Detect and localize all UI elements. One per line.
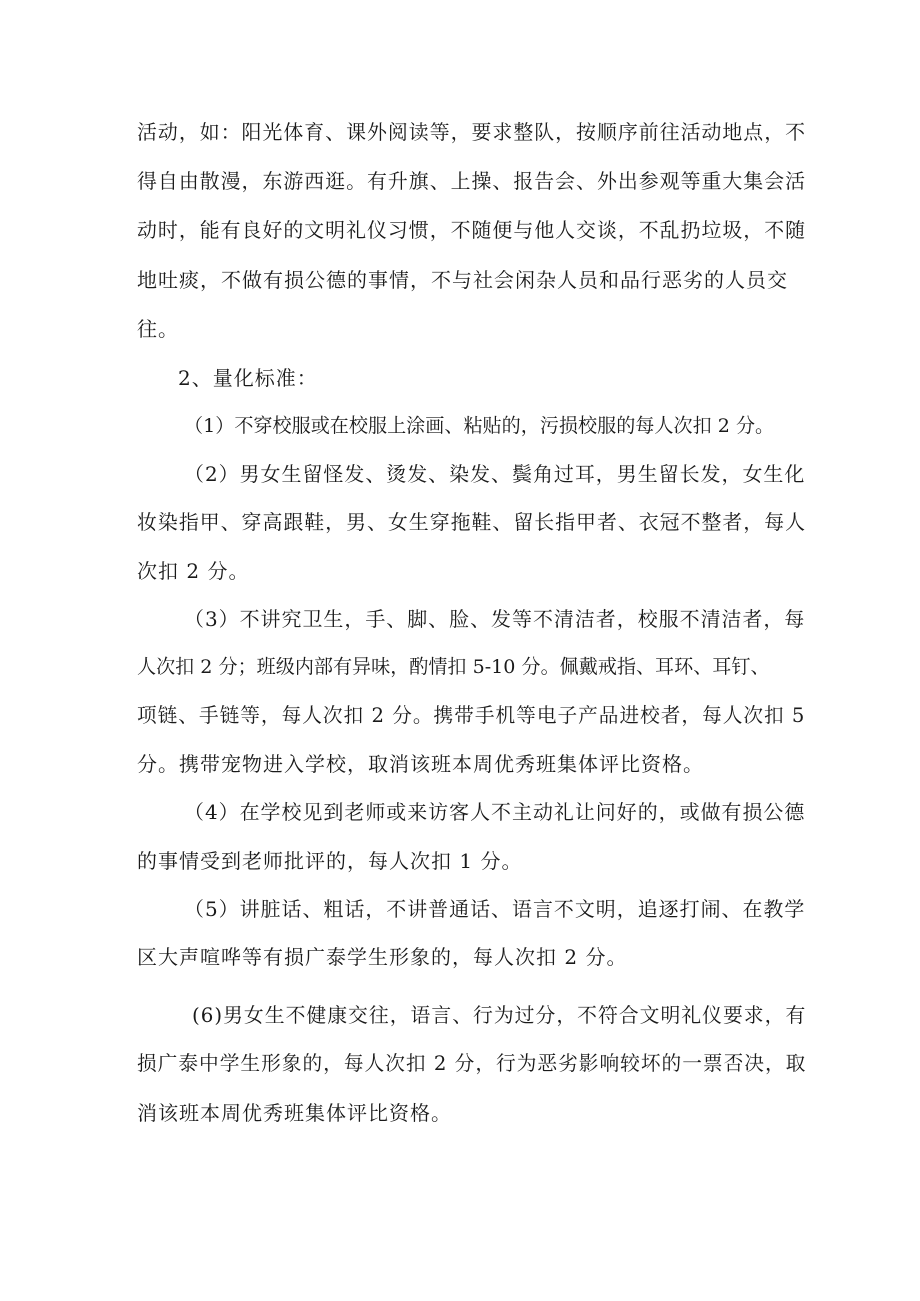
body-line: 消该班本周优秀班集体评比资格。 — [137, 1101, 452, 1125]
rule-item-5: （5）讲脏话、粗话，不讲普通话、语言不文明，追逐打闹、在教学 — [184, 897, 806, 921]
section-heading: 2、量化标准： — [178, 366, 318, 390]
rule-item-4: （4）在学校见到老师或来访客人不主动礼让问好的，或做有损公德 — [184, 800, 806, 824]
body-line: 的事情受到老师批评的，每人次扣 1 分。 — [137, 849, 523, 873]
body-line: 次扣 2 分。 — [137, 559, 250, 583]
body-line: 区大声喧哗等有损广泰学生形象的，每人次扣 2 分。 — [137, 945, 628, 969]
body-line: 分。携带宠物进入学校，取消该班本周优秀班集体评比资格。 — [137, 752, 704, 776]
rule-item-6: (6)男女生不健康交往，语言、行为过分，不符合文明礼仪要求，有 — [192, 1004, 807, 1027]
body-line: 地吐痰，不做有损公德的事情，不与社会闲杂人员和品行恶劣的人员交 — [137, 268, 788, 292]
rule-item-3: （3）不讲究卫生，手、脚、脸、发等不清洁者，校服不清洁者，每 — [184, 607, 806, 631]
body-line: 项链、手链等，每人次扣 2 分。携带手机等电子产品进校者，每人次扣 5 — [137, 704, 806, 727]
body-line: 妆染指甲、穿高跟鞋，男、女生穿拖鞋、留长指甲者、衣冠不整者，每人 — [137, 511, 807, 534]
body-line: 活动，如：阳光体育、课外阅读等，要求整队，按顺序前往活动地点，不 — [137, 121, 807, 144]
body-line: 往。 — [137, 317, 179, 341]
body-line: 人次扣 2 分；班级内部有异味，酌情扣 5-10 分。佩戴戒指、耳环、耳钉、 — [137, 656, 770, 678]
body-line: 得自由散漫，东游西逛。有升旗、上操、报告会、外出参观等重大集会活 — [137, 170, 807, 193]
body-line: 动时，能有良好的文明礼仪习惯，不随便与他人交谈，不乱扔垃圾，不随 — [137, 219, 807, 242]
body-line: 损广泰中学生形象的，每人次扣 2 分，行为恶劣影响较坏的一票否决，取 — [137, 1052, 807, 1075]
rule-item-1: （1）不穿校服或在校服上涂画、粘贴的，污损校服的每人次扣 2 分。 — [184, 414, 775, 437]
rule-item-2: （2）男女生留怪发、烫发、染发、鬓角过耳，男生留长发，女生化 — [184, 462, 806, 486]
